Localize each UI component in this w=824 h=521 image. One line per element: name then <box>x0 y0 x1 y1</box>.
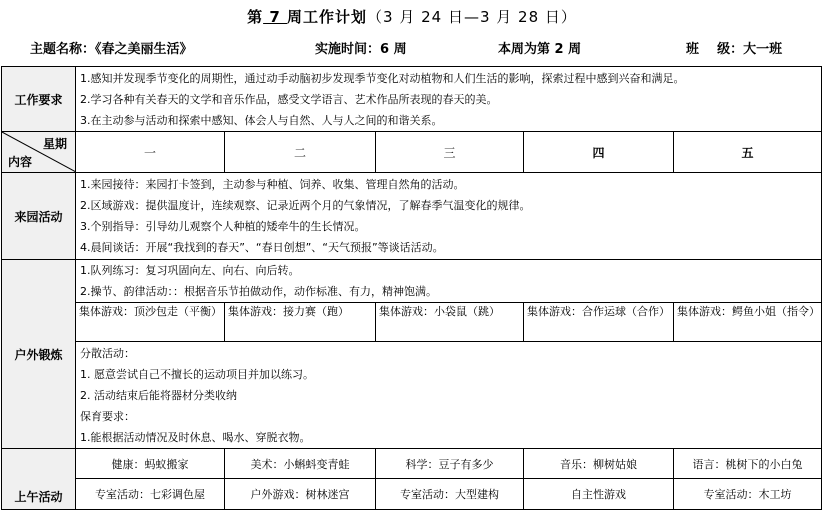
outdoor-exercise-bottom <box>76 342 822 449</box>
special-activity-monday: 专室活动：七彩调色屋 <box>76 479 225 510</box>
corner-weekday-label: 星期 <box>42 137 67 151</box>
outdoor-exercise-top <box>76 260 822 303</box>
arrival-line: 2.区域游戏：提供温度计，连续观察、记录近两个月的气象情况，了解春季气温变化的规律。 <box>80 199 531 212</box>
work-requirements-content <box>76 67 822 132</box>
day-friday: 五 <box>674 132 822 173</box>
weekday-header-row <box>2 132 822 173</box>
special-activity-thursday: 自主性游戏 <box>524 479 674 510</box>
arrival-line: 4.晨间谈话：开展“我找到的春天”、“春日创想”、“天气预报”等谈话活动。 <box>80 241 444 254</box>
game-text: 集体游戏：合作运球（合作） <box>527 305 670 318</box>
title-week-number: 7 <box>263 8 287 26</box>
outdoor-exercise-label: 户外锻炼 <box>2 260 76 449</box>
duration: 实施时间：6 周 <box>315 42 407 57</box>
morning-activities-row1 <box>2 449 822 479</box>
special-activity-friday: 专室活动：木工坊 <box>674 479 822 510</box>
work-requirement-line: 1.感知并发现季节变化的周期性，通过动手动脑初步发现季节变化对动植物和人们生活的影响，探索过程中感到兴奋和满足。 <box>80 71 685 85</box>
work-requirement-line: 3.在主动参与活动和探索中感知、体会人与自然、人与人之间的和谐关系。 <box>80 113 443 127</box>
game-text: 集体游戏：顶沙包走（平衡） <box>79 305 222 318</box>
outdoor-exercise-row-bottom <box>2 342 822 449</box>
weekly-plan-table <box>1 66 822 510</box>
title-prefix: 第 <box>247 8 264 26</box>
corner-content-label: 内容 <box>8 155 33 169</box>
arrival-line: 1.来园接待：来园打卡签到，主动参与种植、饲养、收集、管理自然角的活动。 <box>80 178 465 191</box>
outdoor-game-wednesday <box>376 303 524 342</box>
outdoor-game-friday <box>674 303 822 342</box>
outdoor-bottom-line: 2. 活动结束后能将器材分类收纳 <box>80 388 237 402</box>
outdoor-bottom-line: 保育要求： <box>80 409 135 423</box>
outdoor-bottom-line: 分散活动： <box>80 346 135 360</box>
game-text: 集体游戏：鳄鱼小姐（指令） <box>677 305 820 318</box>
day-monday: 一 <box>76 132 225 173</box>
morning-activity-friday: 语言：桃树下的小白兔 <box>674 449 822 479</box>
outdoor-line: 2.操节、韵律活动：：根据音乐节拍做动作，动作标准、有力，精神饱满。 <box>80 285 437 298</box>
outdoor-bottom-line: 1.能根据活动情况及时休息、喝水、穿脱衣物。 <box>80 430 311 444</box>
outdoor-games-row <box>2 303 822 342</box>
title-suffix: 周工作计划 <box>287 8 368 26</box>
page-title <box>0 6 824 27</box>
outdoor-exercise-row-top <box>2 260 822 303</box>
morning-activity-monday: 健康：蚂蚁搬家 <box>76 449 225 479</box>
theme-name: 主题名称：《春之美丽生活》 <box>30 42 193 57</box>
morning-activity-wednesday: 科学：豆子有多少 <box>376 449 524 479</box>
arrival-line: 3.个别指导：引导幼儿观察个人种植的矮牵牛的生长情况。 <box>80 220 366 233</box>
arrival-activities-label: 来园活动 <box>2 173 76 260</box>
class-name: 班 级：大一班 <box>686 42 783 57</box>
day-tuesday: 二 <box>225 132 376 173</box>
day-wednesday: 三 <box>376 132 524 173</box>
arrival-activities-row <box>2 173 822 260</box>
special-activity-tuesday: 户外游戏：树林迷宫 <box>225 479 376 510</box>
work-requirement-line: 2.学习各种有关春天的文学和音乐作品，感受文学语言、艺术作品所表现的春天的美。 <box>80 92 498 106</box>
day-thursday: 四 <box>524 132 674 173</box>
morning-activities-row2 <box>2 479 822 510</box>
game-text: 集体游戏：小袋鼠（跳） <box>379 305 500 318</box>
header-corner <box>2 132 76 173</box>
outdoor-game-tuesday <box>225 303 376 342</box>
special-activity-wednesday: 专室活动：大型建构 <box>376 479 524 510</box>
work-requirements-label: 工作要求 <box>2 67 76 132</box>
work-requirements-row <box>2 67 822 132</box>
current-week: 本周为第 2 周 <box>498 42 582 57</box>
title-date-range: （3 月 24 日—3 月 28 日） <box>367 8 577 26</box>
outdoor-line: 1.队列练习：复习巩固向左、向右、向后转。 <box>80 264 300 277</box>
morning-activity-tuesday: 美术：小蝌蚪变青蛙 <box>225 449 376 479</box>
arrival-activities-content <box>76 173 822 260</box>
outdoor-game-monday <box>76 303 225 342</box>
game-text: 集体游戏：接力赛（跑） <box>228 305 349 318</box>
morning-activity-thursday: 音乐：柳树姑娘 <box>524 449 674 479</box>
outdoor-game-thursday <box>524 303 674 342</box>
outdoor-bottom-line: 1. 愿意尝试自己不擅长的运动项目并加以练习。 <box>80 367 314 381</box>
morning-activities-label: 上午活动 <box>2 449 76 510</box>
